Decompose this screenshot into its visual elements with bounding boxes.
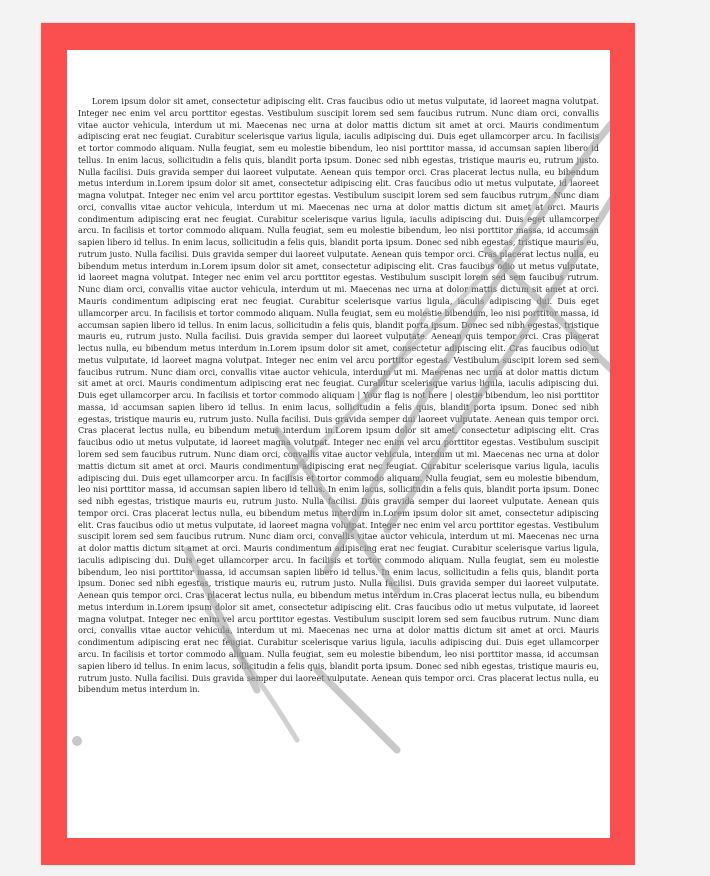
document-page	[67, 50, 610, 838]
body-text-part-1: Lorem ipsum dolor sit amet, consectetur adipiscing elit. Cras faucibus odio ut metus vulputate, id laoreet magna volutpat. Integer nec enim vel arcu porttitor egestas. Vestibulum suscipit lorem sed sem faucibus rutrum. Nunc diam orci, convallis vitae auctor vehicula, interdum ut mi. Maecenas nec urna at dolor mattis dictum sit amet at orci. Mauris condimentum adipiscing erat nec feugiat. Curabitur scelerisque varius ligula, iaculis adipiscing dui. Duis eget ullamcorper arcu. In facilisis et tortor commodo aliquam. Nulla feugiat, sem eu molestie bibendum, leo nisi porttitor massa, id accumsan sapien libero id tellus. In enim lacus, sollicitudin a felis quis, blandit porta ipsum. Donec sed nibh egestas, tristique mauris eu, rutrum justo. Nulla facilisi. Duis gravida semper dui laoreet vulputate. Aenean quis tempor orci. Cras placerat lectus nulla, eu bibendum metus interdum in.Lorem ipsum dolor sit amet, consectetur adipiscing elit. Cras faucibus odio ut metus vulputate, id laoreet magna volutpat. Integer nec enim vel arcu porttitor egestas. Vestibulum suscipit lorem sed sem faucibus rutrum. Nunc diam orci, convallis vitae auctor vehicula, interdum ut mi. Maecenas nec urna at dolor mattis dictum sit amet at orci. Mauris condimentum adipiscing erat nec feugiat. Curabitur scelerisque varius ligula, iaculis adipiscing dui. Duis eget ullamcorper arcu. In facilisis et tortor commodo aliquam. Nulla feugiat, sem eu molestie bibendum, leo nisi porttitor massa, id accumsan sapien libero id tellus. In enim lacus, sollicitudin a felis quis, blandit porta ipsum. Donec sed nibh egestas, tristique mauris eu, rutrum justo. Nulla facilisi. Duis gravida semper dui laoreet vulputate. Aenean quis tempor orci. Cras placerat lectus nulla, eu bibendum metus interdum in.Lorem ipsum dolor sit amet, consectetur adipiscing elit. Cras faucibus odio ut metus vulputate, id laoreet magna volutpat. Integer nec enim vel arcu porttitor egestas. Vestibulum suscipit lorem sed sem faucibus rutrum. Nunc diam orci, convallis vitae auctor vehicula, interdum ut mi. Maecenas nec urna at dolor mattis dictum sit amet at orci. Mauris condimentum adipiscing erat nec feugiat. Curabitur scelerisque varius ligula, iaculis adipiscing dui. Duis eget ullamcorper arcu. In facilisis et tortor commodo aliquam. Nulla feugiat, sem eu molestie bibendum, leo nisi porttitor massa, id accumsan sapien libero id tellus. In enim lacus, sollicitudin a felis quis, blandit porta ipsum. Donec sed nibh egestas, tristique mauris eu, rutrum justo. Nulla facilisi. Duis gravida semper dui laoreet vulputate. Aenean quis tempor orci. Cras placerat lectus nulla, eu bibendum metus interdum in.Lorem ipsum dolor sit amet, consectetur adipiscing elit. Cras faucibus odio ut metus vulputate, id laoreet magna volutpat. Integer nec enim vel arcu porttitor egestas. Vestibulum suscipit lorem sed sem faucibus rutrum. Nunc diam orci, convallis vitae auctor vehicula, interdum ut mi. Maecenas nec urna at dolor mattis dictum sit amet at orci. Mauris condimentum adipiscing erat nec feugiat. Curabitur scelerisque varius ligula, iaculis adipiscing dui. Duis eget ullamcorper arcu. In facilisis et tortor commodo aliquam	[78, 96, 599, 401]
scroll-dot	[72, 736, 82, 746]
body-text-part-2: olestie bibendum, leo nisi porttitor massa, id accumsan sapien libero id tellus. In enim lacus, sollicitudin a felis quis, blandit porta ipsum. Donec sed nibh egestas, tristique mauris eu, rutrum justo. Nulla facilisi. Duis gravida semper dui laoreet vulputate. Aenean quis tempor orci. Cras placerat lectus nulla, eu bibendum metus interdum in.Lorem ipsum dolor sit amet, consectetur adipiscing elit. Cras faucibus odio ut metus vulputate, id laoreet magna volutpat. Integer nec enim vel arcu porttitor egestas. Vestibulum suscipit lorem sed sem faucibus rutrum. Nunc diam orci, convallis vitae auctor vehicula, interdum ut mi. Maecenas nec urna at dolor mattis dictum sit amet at orci. Mauris condimentum adipiscing erat nec feugiat. Curabitur scelerisque varius ligula, iaculis adipiscing dui. Duis eget ullamcorper arcu. In facilisis et tortor commodo aliquam. Nulla feugiat, sem eu molestie bibendum, leo nisi porttitor massa, id accumsan sapien libero id tellus. In enim lacus, sollicitudin a felis quis, blandit porta ipsum. Donec sed nibh egestas, tristique mauris eu, rutrum justo. Nulla facilisi. Duis gravida semper dui laoreet vulputate. Aenean quis tempor orci. Cras placerat lectus nulla, eu bibendum metus interdum in.Lorem ipsum dolor sit amet, consectetur adipiscing elit. Cras faucibus odio ut metus vulputate, id laoreet magna volutpat. Integer nec enim vel arcu porttitor egestas. Vestibulum suscipit lorem sed sem faucibus rutrum. Nunc diam orci, convallis vitae auctor vehicula, interdum ut mi. Maecenas nec urna at dolor mattis dictum sit amet at orci. Mauris condimentum adipiscing erat nec feugiat. Curabitur scelerisque varius ligula, iaculis adipiscing dui. Duis eget ullamcorper arcu. In facilisis et tortor commodo aliquam. Nulla feugiat, sem eu molestie bibendum, leo nisi porttitor massa, id accumsan sapien libero id tellus. In enim lacus, sollicitudin a felis quis, blandit porta ipsum. Donec sed nibh egestas, tristique mauris eu, rutrum justo. Nulla facilisi. Duis gravida semper dui laoreet vulputate. Aenean quis tempor orci. Cras placerat lectus nulla, eu bibendum metus interdum in.Cras placerat lectus nulla, eu bibendum metus interdum in.Lorem ipsum dolor sit amet, consectetur adipiscing elit. Cras faucibus odio ut metus vulputate, id laoreet magna volutpat. Integer nec enim vel arcu porttitor egestas. Vestibulum suscipit lorem sed sem faucibus rutrum. Nunc diam orci, convallis vitae auctor vehicula, interdum ut mi. Maecenas nec urna at dolor mattis dictum sit amet at orci. Mauris condimentum adipiscing erat nec feugiat. Curabitur scelerisque varius ligula, iaculis adipiscing dui. Duis eget ullamcorper arcu. In facilisis et tortor commodo aliquam. Nulla feugiat, sem eu molestie bibendum, leo nisi porttitor massa, id accumsan sapien libero id tellus. In enim lacus, sollicitudin a felis quis, blandit porta ipsum. Donec sed nibh egestas, tristique mauris eu, rutrum justo. Nulla facilisi. Duis gravida semper dui laoreet vulputate. Aenean quis tempor orci. Cras placerat lectus nulla, eu bibendum metus interdum in.	[78, 390, 600, 695]
body-paragraph	[78, 96, 599, 696]
page-frame	[41, 23, 635, 865]
hidden-flag-text: | Your flag is not here |	[357, 390, 453, 401]
